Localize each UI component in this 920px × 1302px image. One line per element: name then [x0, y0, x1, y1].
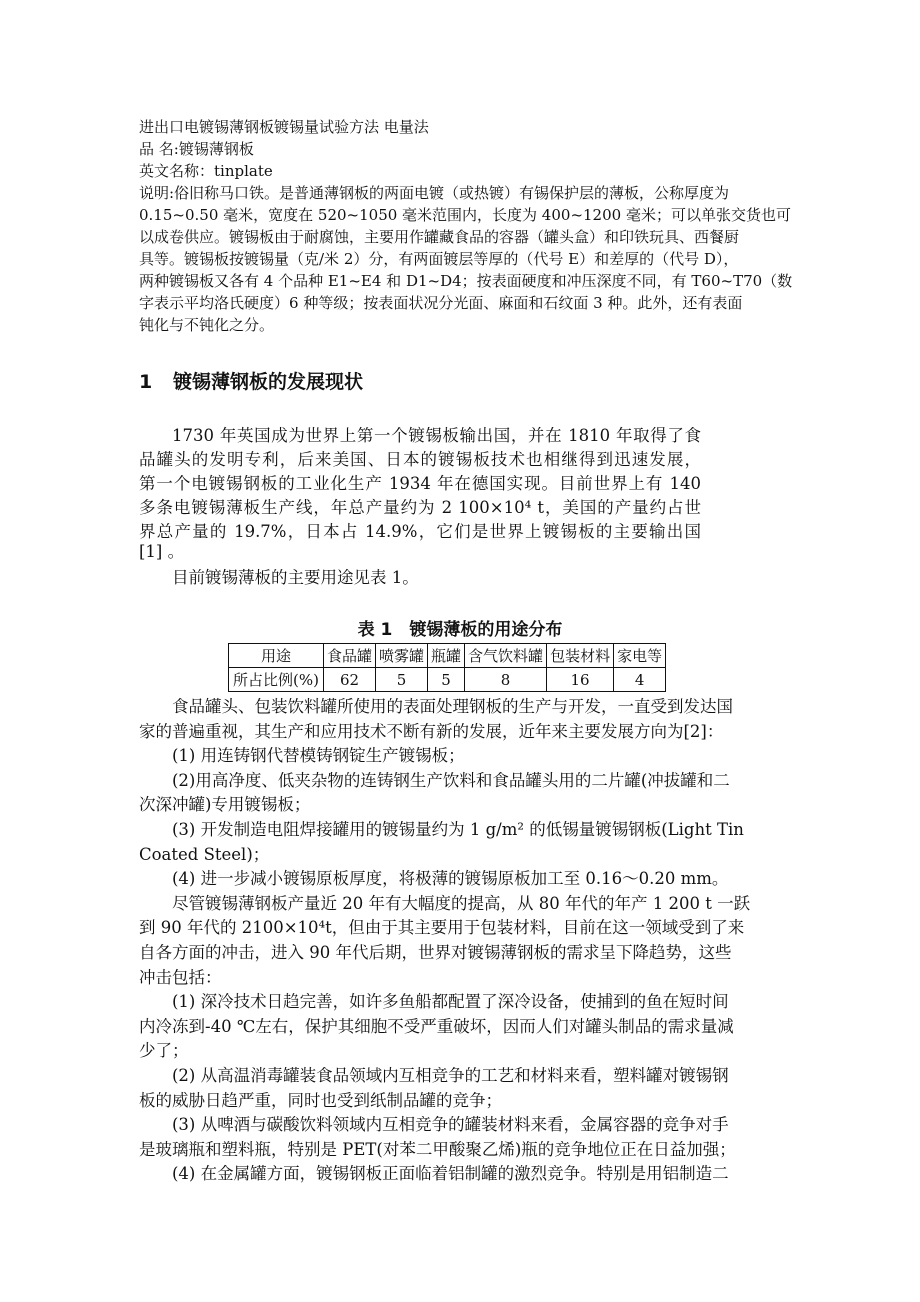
document-title: 进出口电镀锡薄钢板镀锡量试验方法 电量法 — [139, 118, 429, 136]
paragraph-line: 品罐头的发明专利，后来美国、日本的镀锡板技术也相继得到迅速发展， — [139, 450, 701, 469]
product-name: 品 名:镀锡薄钢板 — [139, 140, 254, 158]
table-cell: 8 — [465, 668, 547, 692]
table-cell: 62 — [324, 668, 376, 692]
table-header-cell: 家电等 — [614, 644, 666, 668]
paragraph-line: 多条电镀锡薄板生产线，年总产量约为 2 100×10⁴ t，美国的产量约占世 — [139, 498, 701, 517]
table-cell: 5 — [376, 668, 428, 692]
section-number: 1 — [139, 371, 153, 393]
description-line: 以成卷供应。镀锡板由于耐腐蚀，主要用作罐藏食品的容器（罐头盒）和印铁玩具、西餐厨 — [139, 228, 740, 246]
body-line: 是玻璃瓶和塑料瓶，特别是 PET(对苯二甲酸聚乙烯)瓶的竞争地位正在日益加强； — [139, 1139, 736, 1159]
body-line: 到 90 年代的 2100×10⁴t，但由于其主要用于包装材料，目前在这一领域受到了来 — [139, 918, 745, 938]
body-line: (3) 从啤酒与碳酸饮料领域内互相竞争的罐装材料来看，金属容器的竞争对手 — [172, 1115, 729, 1135]
table-header-cell: 含气饮料罐 — [465, 644, 547, 668]
table-cell: 所占比例(%) — [229, 668, 324, 692]
body-line: 内冷冻到-40 ℃左右，保护其细胞不受严重破坏，因而人们对罐头制品的需求量减 — [139, 1016, 734, 1036]
table-header-cell: 瓶罐 — [428, 644, 465, 668]
usage-table — [228, 643, 666, 692]
description-line: 具等。镀锡板按镀锡量（克/米 2）分，有两面镀层等厚的（代号 E）和差厚的（代号 D）， — [139, 250, 739, 268]
english-name: 英文名称：tinplate — [139, 162, 273, 180]
body-line: (1) 深冷技术日趋完善，如许多鱼船都配置了深冷设备，使捕到的鱼在短时间 — [172, 992, 729, 1012]
table-header-row — [229, 644, 666, 668]
body-line: Coated Steel)； — [139, 844, 270, 864]
body-line: 食品罐头、包装饮料罐所使用的表面处理钢板的生产与开发，一直受到发达国 — [172, 697, 733, 716]
table-cell: 4 — [614, 668, 666, 692]
table-header-cell: 喷雾罐 — [376, 644, 428, 668]
table-cell: 5 — [428, 668, 465, 692]
description-line: 说明:俗旧称马口铁。是普通薄钢板的两面电镀（或热镀）有锡保护层的薄板，公称厚度为 — [139, 184, 730, 202]
description-line: 两种镀锡板又各有 4 个品种 E1~E4 和 D1~D4；按表面硬度和冲压深度不同，有 T60~T70（数 — [139, 272, 793, 290]
body-line: (1) 用连铸钢代替模铸钢锭生产镀锡板； — [172, 746, 465, 766]
paragraph-line: 界总产量的 19.7%，日本占 14.9%，它们是世界上镀锡板的主要输出国 — [139, 522, 701, 541]
paragraph-usage-intro: 目前镀锡薄板的主要用途见表 1。 — [172, 568, 419, 587]
body-line: 冲击包括： — [139, 967, 222, 987]
body-line: (2) 从高温消毒罐装食品领域内互相竞争的工艺和材料来看，塑料罐对镀锡钢 — [172, 1066, 729, 1085]
paragraph-line: [1] 。 — [139, 542, 185, 561]
body-line: (3) 开发制造电阻焊接罐用的镀锡量约为 1 g/m² 的低锡量镀锡钢板(Light Tin — [172, 820, 744, 839]
table-header-cell: 包装材料 — [547, 644, 614, 668]
description-line: 字表示平均洛氏硬度）6 种等级；按表面状况分光面、麻面和石纹面 3 种。此外，还有表面 — [139, 294, 743, 312]
body-line: 少了； — [139, 1041, 189, 1061]
body-line: (4) 在金属罐方面，镀锡钢板正面临着铝制罐的激烈竞争。特别是用铝制造二 — [172, 1164, 729, 1184]
table-header-cell: 食品罐 — [324, 644, 376, 668]
description-line: 钝化与不钝化之分。 — [139, 316, 275, 334]
body-line: 次深冲罐)专用镀锡板； — [139, 795, 311, 815]
table-header-cell: 用途 — [229, 644, 324, 668]
paragraph-line: 1730 年英国成为世界上第一个镀锡板输出国，并在 1810 年取得了食 — [172, 426, 701, 445]
description-line: 0.15~0.50 毫米，宽度在 520~1050 毫米范围内，长度为 400~1200 毫米；可以单张交货也可 — [139, 206, 791, 224]
table-caption: 表 1 镀锡薄板的用途分布 — [357, 620, 563, 640]
section-title: 镀锡薄钢板的发展现状 — [173, 371, 364, 393]
paragraph-line: 第一个电镀锡钢板的工业化生产 1934 年在德国实现。目前世界上有 140 — [139, 474, 701, 493]
body-line: (2)用高净度、低夹杂物的连铸钢生产饮料和食品罐头用的二片罐(冲拔罐和二 — [172, 770, 730, 790]
body-line: 板的威胁日趋严重，同时也受到纸制品罐的竞争； — [139, 1090, 502, 1110]
body-line: 家的普遍重视，其生产和应用技术不断有新的发展，近年来主要发展方向为[2]： — [139, 721, 724, 741]
table-cell: 16 — [547, 668, 614, 692]
body-line: (4) 进一步减小镀锡原板厚度，将极薄的镀锡原板加工至 0.16～0.20 mm。 — [172, 869, 729, 889]
body-line: 自各方面的冲击，进入 90 年代后期，世界对镀锡薄钢板的需求呈下降趋势，这些 — [139, 943, 732, 962]
body-line: 尽管镀锡薄钢板产量近 20 年有大幅度的提高，从 80 年代的年产 1 200 t 一跃 — [172, 893, 751, 913]
table-row — [229, 668, 666, 692]
section-heading — [139, 367, 363, 394]
